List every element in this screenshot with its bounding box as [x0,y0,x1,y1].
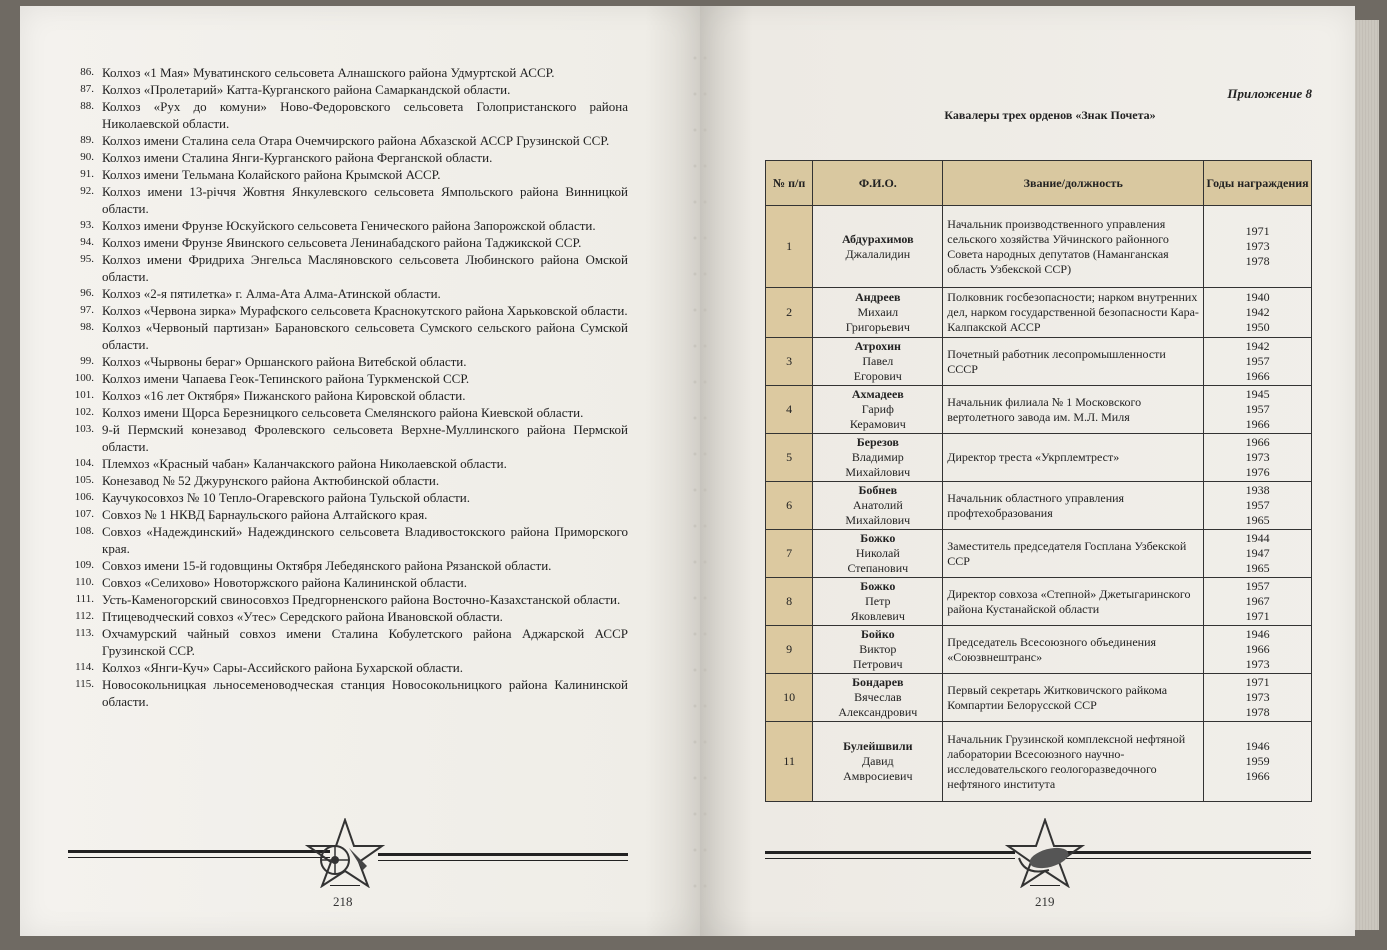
list-item-number: 112. [75,610,94,622]
list-item-text: Колхоз «Червона зирка» Мурафского сельсовета Краснокутского района Харьковской области. [102,303,628,318]
list-item-number: 111. [75,593,94,605]
patronymic: Михайлович [845,465,911,479]
list-item [62,370,628,387]
footer-rule-left-d [378,860,628,861]
list-item [62,64,628,81]
row-position: Директор совхоза «Степной» Джетыгаринского района Кустанайской области [943,578,1204,626]
award-year: 1959 [1245,754,1270,768]
row-number: 8 [766,578,813,626]
list-item-text: Каучукосовхоз № 10 Тепло-Огаревского района Тульской области. [102,490,471,505]
row-position: Заместитель председателя Госплана Узбекской ССР [943,530,1204,578]
award-year: 1971 [1245,609,1270,623]
list-item [62,625,628,659]
given-name: Давид [861,754,894,768]
list-item-text: Колхоз «Чырвоны бераг» Оршанского района Витебской области. [102,354,467,369]
patronymic: Григорьевич [845,320,910,334]
list-item [62,183,628,217]
list-item-number: 101. [74,389,94,401]
list-item-number: 98. [80,321,94,333]
table-row [766,482,1312,530]
list-item-text: Птицеводческий совхоз «Утес» Середского района Ивановской области. [102,609,503,624]
award-year: 1971 [1245,224,1270,238]
given-name: Виктор [859,642,897,656]
list-item-number: 103. [74,423,94,435]
given-name: Петр [865,594,891,608]
row-fio [813,288,943,338]
award-year: 1978 [1245,254,1270,268]
list-item-number: 113. [75,627,94,639]
folio-rule-left [330,885,360,886]
award-year: 1957 [1245,354,1270,368]
surname: Бойко [861,627,895,641]
award-year: 1973 [1245,239,1270,253]
row-position: Начальник производственного управления сельского хозяйства Уйчинского районного Совета народных депутатов (Наманганская область Узбекской ССР) [943,206,1204,288]
award-year: 1944 [1245,531,1270,545]
list-item-number: 105. [74,474,94,486]
list-item [62,659,628,676]
table-row [766,530,1312,578]
row-position: Председатель Всесоюзного объединения «Союзвнештранс» [943,626,1204,674]
footer-rule-left-b [68,857,330,858]
footer-rule-right-c [1065,851,1311,854]
row-number: 9 [766,626,813,674]
list-item [62,506,628,523]
award-year: 1966 [1245,417,1270,431]
award-year: 1966 [1245,642,1270,656]
surname: Березов [856,435,899,449]
list-item-number: 115. [75,678,94,690]
patronymic: Михайлович [845,513,911,527]
award-year: 1947 [1245,546,1270,560]
page-number-left: 218 [333,894,353,909]
given-name: Анатолий [852,498,903,512]
given-name: Николай [855,546,900,560]
surname: Булейшвили [843,739,913,753]
patronymic: Яковлевич [850,609,905,623]
list-item-text: Колхоз «Рух до комуни» Ново-Федоровского сельсовета Голопристанского района Николаевской области. [102,99,628,131]
list-item [62,489,628,506]
row-position: Начальник филиала № 1 Московского вертолетного завода им. М.Л. Миля [943,386,1204,434]
surname: Бондарев [852,675,904,689]
footer-rule-left-c [378,853,628,856]
award-year: 1957 [1245,579,1270,593]
list-item-number: 107. [74,508,94,520]
list-item [62,285,628,302]
list-item-number: 100. [74,372,94,384]
row-number: 11 [766,722,813,802]
list-item-text: Колхоз имени Щорса Березницкого сельсовета Смелянского района Киевской области. [102,405,584,420]
list-item [62,472,628,489]
table-row [766,722,1312,802]
row-fio [813,674,943,722]
award-year: 1957 [1245,402,1270,416]
row-position: Почетный работник лесопромышленности СССР [943,338,1204,386]
row-years [1204,338,1312,386]
row-years [1204,482,1312,530]
row-years [1204,722,1312,802]
list-item-number: 86. [80,66,94,78]
award-year: 1966 [1245,435,1270,449]
surname: Атрохин [854,339,901,353]
table-title: Кавалеры трех орденов «Знак Почета» [944,108,1156,122]
list-item-text: Племхоз «Красный чабан» Каланчакского района Николаевской области. [102,456,507,471]
list-item [62,319,628,353]
footer-rule-left-a [68,850,330,853]
row-years [1204,578,1312,626]
table-row [766,626,1312,674]
list-item [62,234,628,251]
patronymic: Степанович [847,561,909,575]
award-year: 1965 [1245,561,1270,575]
patronymic: Александрович [838,705,918,719]
table-row [766,386,1312,434]
page-edges [1355,20,1379,930]
list-item-text: Колхоз «Червоный партизан» Барановского сельсовета Сумского сельского района Сумской области. [102,320,628,352]
list-item [62,421,628,455]
list-item [62,404,628,421]
list-item [62,98,628,132]
list-item-number: 88. [80,100,94,112]
given-name: Гариф [861,402,894,416]
list-item [62,353,628,370]
row-number: 2 [766,288,813,338]
list-item-number: 95. [80,253,94,265]
list-item [62,81,628,98]
list-item-number: 104. [74,457,94,469]
row-fio [813,722,943,802]
row-fio [813,338,943,386]
list-item [62,149,628,166]
list-item-text: Охчамурский чайный совхоз имени Сталина Кобулетского района Аджарской АССР Грузинской ССР. [102,626,628,658]
row-number: 7 [766,530,813,578]
list-item [62,523,628,557]
award-year: 1978 [1245,705,1270,719]
award-year: 1966 [1245,769,1270,783]
header-years: Годы награждения [1204,161,1312,206]
list-item-text: Колхоз «Янги-Куч» Сары-Ассийского района Бухарской области. [102,660,463,675]
list-item [62,302,628,319]
list-item-text: Совхоз «Надеждинский» Надеждинского сельсовета Владивостокского района Приморского края. [102,524,628,556]
award-year: 1942 [1245,339,1270,353]
row-position: Начальник Грузинской комплексной нефтяной лаборатории Всесоюзного научно-исследовательского геологоразведочного нефтяного института [943,722,1204,802]
award-year: 1965 [1245,513,1270,527]
surname: Бобнев [858,483,898,497]
table-row [766,578,1312,626]
row-fio [813,530,943,578]
header-num: № п/п [766,161,813,206]
row-years [1204,626,1312,674]
award-year: 1966 [1245,369,1270,383]
list-item-number: 97. [80,304,94,316]
patronymic: Егорович [853,369,902,383]
footer-rule-right-a [765,851,1015,854]
row-years [1204,530,1312,578]
footer-rule-right-d [1065,858,1311,859]
given-name: Владимир [851,450,904,464]
binding-stitches [690,40,708,900]
list-item [62,608,628,625]
list-item-number: 110. [75,576,94,588]
list-item-text: Колхоз имени Сталина Янги-Курганского района Ферганской области. [102,150,493,165]
award-year: 1973 [1245,657,1270,671]
order-emblem-right-icon [1005,818,1085,888]
list-item-number: 92. [80,185,94,197]
row-number: 6 [766,482,813,530]
award-year: 1976 [1245,465,1270,479]
header-fio: Ф.И.О. [813,161,943,206]
list-item-number: 102. [74,406,94,418]
awards-table [765,160,1312,802]
list-item-text: Конезавод № 52 Джурунского района Актюбинской области. [102,473,440,488]
award-year: 1957 [1245,498,1270,512]
list-item-text: Колхоз «16 лет Октября» Пижанского района Кировской области. [102,388,466,403]
folio-rule-right [1030,885,1060,886]
patronymic: Петрович [853,657,903,671]
list-item-text: Колхоз «1 Мая» Муватинского сельсовета Алнашского района Удмуртской АССР. [102,65,555,80]
row-fio [813,386,943,434]
list-item-text: Колхоз имени Фридриха Энгельса Масляновского сельсовета Любинского района Омской области. [102,252,628,284]
surname: Абдурахимов [842,231,914,246]
award-year: 1950 [1245,320,1270,334]
award-year: 1971 [1245,675,1270,689]
surname: Андреев [855,290,901,304]
row-position: Полковник госбезопасности; нарком внутренних дел, нарком государственной безопасности Кара-Калпакской АССР [943,288,1204,338]
list-item [62,387,628,404]
row-years [1204,206,1312,288]
list-item-number: 109. [74,559,94,571]
surname: Божко [860,579,896,593]
award-year: 1945 [1245,387,1270,401]
row-position: Начальник областного управления профтехобразования [943,482,1204,530]
list-item-number: 89. [80,134,94,146]
list-item-text: Новосокольницкая льносеменоводческая станция Новосокольницкого района Калининской области. [102,677,628,709]
list-item [62,574,628,591]
table-row [766,674,1312,722]
table-row [766,288,1312,338]
row-years [1204,386,1312,434]
award-year: 1973 [1245,450,1270,464]
farm-list [62,64,628,710]
patronymic: Амвросиевич [843,769,913,783]
given-name: Вячеслав [854,690,902,704]
list-item [62,557,628,574]
list-item-text: Совхоз «Селихово» Новоторжского района Калининской области. [102,575,467,590]
table-row [766,434,1312,482]
list-item-text: Совхоз № 1 НКВД Барнаульского района Алтайского края. [102,507,428,522]
row-years [1204,434,1312,482]
list-item-number: 90. [80,151,94,163]
award-year: 1973 [1245,690,1270,704]
row-fio [813,626,943,674]
list-item-text: Колхоз имени Фрунзе Юскуйского сельсовета Генического района Запорожской области. [102,218,596,233]
table-row [766,338,1312,386]
list-item-text: Колхоз имени Фрунзе Явинского сельсовета Ленинабадского района Таджикской ССР. [102,235,582,250]
table-header-row [766,161,1312,206]
appendix-label: Приложение 8 [1227,86,1312,101]
row-position: Директор треста «Укрплемтрест» [943,434,1204,482]
row-years [1204,288,1312,338]
given-name: Джалалидин [845,246,911,261]
list-item [62,217,628,234]
list-item-number: 93. [80,219,94,231]
row-position: Первый секретарь Житковичского райкома Компартии Белорусской ССР [943,674,1204,722]
list-item [62,676,628,710]
award-year: 1946 [1245,739,1270,753]
list-item-number: 94. [80,236,94,248]
page-number-right: 219 [1035,894,1055,909]
order-emblem-left-icon [305,818,385,888]
row-fio [813,578,943,626]
list-item [62,251,628,285]
footer-rule-right-b [765,858,1015,859]
list-item-number: 108. [74,525,94,537]
list-item-number: 99. [80,355,94,367]
list-item-text: Усть-Каменогорский свиносовхоз Предгорненского района Восточно-Казахстанской области. [102,592,621,607]
row-number: 3 [766,338,813,386]
list-item-number: 96. [80,287,94,299]
list-item-number: 91. [80,168,94,180]
award-year: 1946 [1245,627,1270,641]
list-item-text: 9-й Пермский конезавод Фролевского сельсовета Верхне-Муллинского района Пермской области. [102,422,628,454]
list-item-text: Колхоз имени Тельмана Колайского района Крымской АССР. [102,167,441,182]
list-item-text: Совхоз имени 15-й годовщины Октября Лебедянского района Рязанской области. [102,558,552,573]
list-item-text: Колхоз «2-я пятилетка» г. Алма-Ата Алма-Атинской области. [102,286,441,301]
list-item-text: Колхоз имени 13-річчя Жовтня Янкулевского сельсовета Ямпольского района Винницкой области. [102,184,628,216]
patronymic: Керамович [849,417,906,431]
list-item [62,591,628,608]
list-item-number: 106. [74,491,94,503]
list-item-text: Колхоз «Пролетарий» Катта-Курганского района Самаркандской области. [102,82,511,97]
surname: Божко [860,531,896,545]
surname: Ахмадеев [851,387,904,401]
list-item [62,455,628,472]
given-name: Павел [862,354,894,368]
row-fio [813,206,943,288]
row-number: 10 [766,674,813,722]
award-year: 1967 [1245,594,1270,608]
row-number: 1 [766,206,813,288]
list-item-text: Колхоз имени Чапаева Геок-Тепинского района Туркменской ССР. [102,371,470,386]
list-item [62,166,628,183]
row-number: 4 [766,386,813,434]
list-item-number: 114. [75,661,94,673]
award-year: 1940 [1245,290,1270,304]
row-fio [813,434,943,482]
list-item-text: Колхоз имени Сталина села Отара Очемчирского района Абхазской АССР Грузинской ССР. [102,133,610,148]
award-year: 1942 [1245,305,1270,319]
award-year: 1938 [1245,483,1270,497]
row-years [1204,674,1312,722]
list-item-number: 87. [80,83,94,95]
table-row [766,206,1312,288]
row-fio [813,482,943,530]
header-position: Звание/должность [943,161,1204,206]
row-number: 5 [766,434,813,482]
given-name: Михаил [857,305,899,319]
list-item [62,132,628,149]
